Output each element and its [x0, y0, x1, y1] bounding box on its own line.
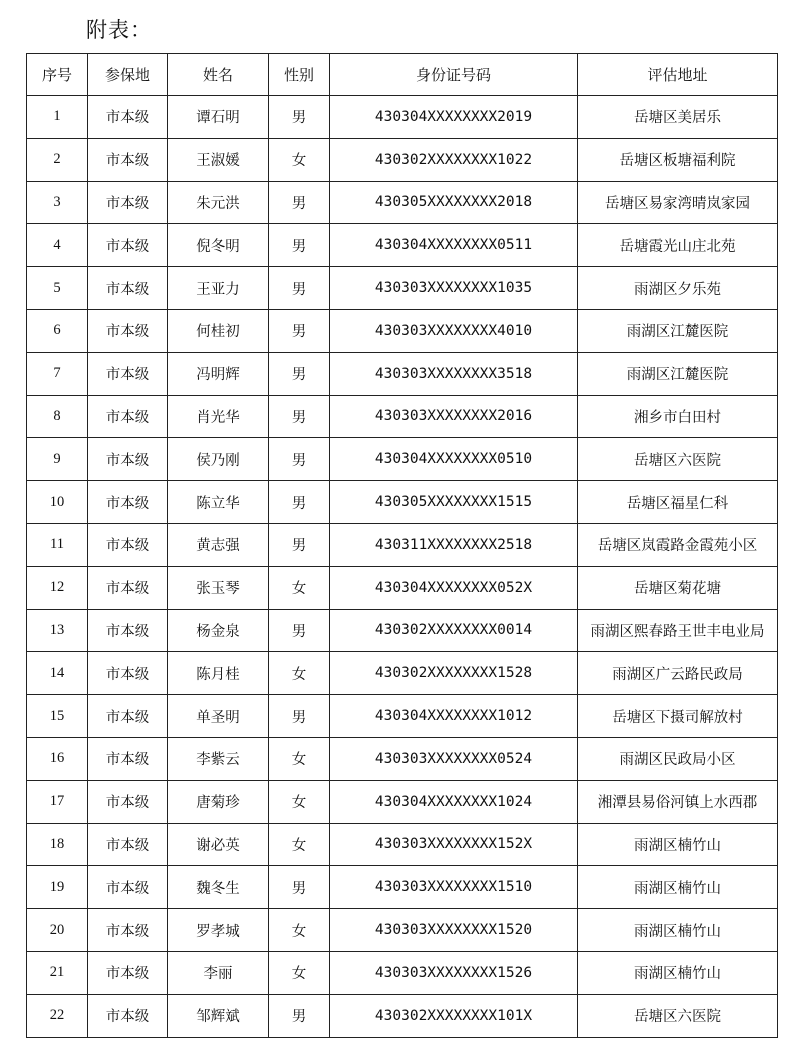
cell-gender: 女 — [269, 951, 330, 994]
cell-gender: 男 — [269, 224, 330, 267]
cell-insured-place: 市本级 — [88, 309, 168, 352]
cell-index: 17 — [27, 780, 88, 823]
table-row — [27, 352, 778, 395]
cell-gender: 男 — [269, 523, 330, 566]
cell-gender: 男 — [269, 267, 330, 310]
col-header-index: 序号 — [27, 54, 88, 96]
cell-id-number: 430304XXXXXXXX1012 — [330, 695, 578, 738]
cell-name: 何桂初 — [168, 309, 269, 352]
cell-insured-place: 市本级 — [88, 438, 168, 481]
cell-name: 谢必英 — [168, 823, 269, 866]
cell-address: 岳塘霞光山庄北苑 — [578, 224, 778, 267]
cell-name: 侯乃刚 — [168, 438, 269, 481]
cell-address: 岳塘区六医院 — [578, 994, 778, 1037]
table-row — [27, 866, 778, 909]
cell-insured-place: 市本级 — [88, 951, 168, 994]
cell-address: 岳塘区板塘福利院 — [578, 138, 778, 181]
cell-address: 岳塘区美居乐 — [578, 96, 778, 139]
cell-name: 邹辉斌 — [168, 994, 269, 1037]
cell-index: 14 — [27, 652, 88, 695]
cell-index: 15 — [27, 695, 88, 738]
cell-address: 湘乡市白田村 — [578, 395, 778, 438]
cell-id-number: 430304XXXXXXXX0510 — [330, 438, 578, 481]
cell-name: 王淑媛 — [168, 138, 269, 181]
cell-insured-place: 市本级 — [88, 823, 168, 866]
attachment-heading: 附表： — [86, 18, 152, 42]
cell-index: 19 — [27, 866, 88, 909]
table-row — [27, 994, 778, 1037]
table-row — [27, 138, 778, 181]
cell-insured-place: 市本级 — [88, 994, 168, 1037]
cell-insured-place: 市本级 — [88, 523, 168, 566]
cell-index: 11 — [27, 523, 88, 566]
cell-id-number: 430303XXXXXXXX1510 — [330, 866, 578, 909]
cell-index: 5 — [27, 267, 88, 310]
table-row — [27, 737, 778, 780]
table-row — [27, 224, 778, 267]
cell-insured-place: 市本级 — [88, 737, 168, 780]
cell-insured-place: 市本级 — [88, 395, 168, 438]
cell-id-number: 430305XXXXXXXX1515 — [330, 481, 578, 524]
cell-gender: 女 — [269, 138, 330, 181]
col-header-id-number: 身份证号码 — [330, 54, 578, 96]
table-row — [27, 181, 778, 224]
cell-index: 9 — [27, 438, 88, 481]
cell-index: 21 — [27, 951, 88, 994]
cell-name: 张玉琴 — [168, 566, 269, 609]
cell-name: 黄志强 — [168, 523, 269, 566]
cell-insured-place: 市本级 — [88, 181, 168, 224]
table-row — [27, 566, 778, 609]
cell-insured-place: 市本级 — [88, 695, 168, 738]
cell-id-number: 430304XXXXXXXX1024 — [330, 780, 578, 823]
table-row — [27, 652, 778, 695]
cell-name: 倪冬明 — [168, 224, 269, 267]
cell-gender: 男 — [269, 181, 330, 224]
cell-gender: 男 — [269, 438, 330, 481]
cell-gender: 女 — [269, 780, 330, 823]
cell-gender: 男 — [269, 352, 330, 395]
cell-address: 雨湖区熙春路王世丰电业局 — [578, 609, 778, 652]
cell-name: 魏冬生 — [168, 866, 269, 909]
cell-id-number: 430302XXXXXXXX0014 — [330, 609, 578, 652]
cell-name: 冯明辉 — [168, 352, 269, 395]
col-header-insured-place: 参保地 — [88, 54, 168, 96]
cell-gender: 男 — [269, 309, 330, 352]
table-row — [27, 951, 778, 994]
cell-name: 李紫云 — [168, 737, 269, 780]
cell-index: 16 — [27, 737, 88, 780]
cell-index: 6 — [27, 309, 88, 352]
cell-gender: 男 — [269, 866, 330, 909]
cell-insured-place: 市本级 — [88, 909, 168, 952]
cell-gender: 女 — [269, 566, 330, 609]
cell-insured-place: 市本级 — [88, 352, 168, 395]
cell-insured-place: 市本级 — [88, 267, 168, 310]
cell-insured-place: 市本级 — [88, 566, 168, 609]
table-row — [27, 309, 778, 352]
cell-address: 雨湖区江麓医院 — [578, 352, 778, 395]
col-header-address: 评估地址 — [578, 54, 778, 96]
cell-address: 雨湖区楠竹山 — [578, 951, 778, 994]
cell-name: 肖光华 — [168, 395, 269, 438]
cell-address: 湘潭县易俗河镇上水西郡 — [578, 780, 778, 823]
cell-address: 雨湖区民政局小区 — [578, 737, 778, 780]
cell-index: 4 — [27, 224, 88, 267]
cell-address: 雨湖区夕乐苑 — [578, 267, 778, 310]
cell-address: 雨湖区楠竹山 — [578, 909, 778, 952]
header-row — [27, 54, 778, 96]
cell-gender: 男 — [269, 481, 330, 524]
cell-id-number: 430302XXXXXXXX1528 — [330, 652, 578, 695]
cell-id-number: 430305XXXXXXXX2018 — [330, 181, 578, 224]
cell-address: 岳塘区下摄司解放村 — [578, 695, 778, 738]
cell-index: 7 — [27, 352, 88, 395]
cell-gender: 男 — [269, 994, 330, 1037]
table-row — [27, 823, 778, 866]
cell-index: 2 — [27, 138, 88, 181]
cell-index: 12 — [27, 566, 88, 609]
cell-index: 13 — [27, 609, 88, 652]
table-row — [27, 909, 778, 952]
cell-insured-place: 市本级 — [88, 652, 168, 695]
table-row — [27, 780, 778, 823]
cell-id-number: 430311XXXXXXXX2518 — [330, 523, 578, 566]
cell-id-number: 430303XXXXXXXX1035 — [330, 267, 578, 310]
cell-gender: 女 — [269, 737, 330, 780]
cell-id-number: 430303XXXXXXXX152X — [330, 823, 578, 866]
cell-id-number: 430303XXXXXXXX1526 — [330, 951, 578, 994]
cell-id-number: 430302XXXXXXXX1022 — [330, 138, 578, 181]
table-row — [27, 395, 778, 438]
cell-gender: 女 — [269, 652, 330, 695]
cell-gender: 男 — [269, 695, 330, 738]
cell-id-number: 430303XXXXXXXX2016 — [330, 395, 578, 438]
cell-address: 岳塘区六医院 — [578, 438, 778, 481]
cell-insured-place: 市本级 — [88, 780, 168, 823]
table-row — [27, 438, 778, 481]
table-row — [27, 695, 778, 738]
table-row — [27, 523, 778, 566]
cell-id-number: 430303XXXXXXXX0524 — [330, 737, 578, 780]
cell-index: 3 — [27, 181, 88, 224]
cell-gender: 男 — [269, 96, 330, 139]
cell-id-number: 430303XXXXXXXX1520 — [330, 909, 578, 952]
cell-insured-place: 市本级 — [88, 481, 168, 524]
cell-insured-place: 市本级 — [88, 866, 168, 909]
cell-id-number: 430303XXXXXXXX4010 — [330, 309, 578, 352]
cell-insured-place: 市本级 — [88, 96, 168, 139]
cell-name: 唐菊珍 — [168, 780, 269, 823]
cell-index: 20 — [27, 909, 88, 952]
cell-insured-place: 市本级 — [88, 609, 168, 652]
table-row — [27, 481, 778, 524]
table-row — [27, 267, 778, 310]
cell-id-number: 430302XXXXXXXX101X — [330, 994, 578, 1037]
cell-id-number: 430304XXXXXXXX0511 — [330, 224, 578, 267]
cell-gender: 女 — [269, 823, 330, 866]
cell-gender: 女 — [269, 909, 330, 952]
cell-name: 单圣明 — [168, 695, 269, 738]
cell-address: 岳塘区易家湾晴岚家园 — [578, 181, 778, 224]
cell-address: 雨湖区江麓医院 — [578, 309, 778, 352]
cell-name: 谭石明 — [168, 96, 269, 139]
cell-index: 10 — [27, 481, 88, 524]
cell-name: 陈立华 — [168, 481, 269, 524]
table-body — [27, 96, 778, 1038]
cell-address: 雨湖区楠竹山 — [578, 823, 778, 866]
cell-address: 岳塘区福星仁科 — [578, 481, 778, 524]
col-header-name: 姓名 — [168, 54, 269, 96]
table-row — [27, 609, 778, 652]
cell-id-number: 430303XXXXXXXX3518 — [330, 352, 578, 395]
cell-address: 雨湖区楠竹山 — [578, 866, 778, 909]
cell-name: 王亚力 — [168, 267, 269, 310]
col-header-gender: 性别 — [269, 54, 330, 96]
cell-id-number: 430304XXXXXXXX052X — [330, 566, 578, 609]
cell-address: 岳塘区岚霞路金霞苑小区 — [578, 523, 778, 566]
roster-table — [26, 53, 778, 1038]
cell-index: 18 — [27, 823, 88, 866]
table-row — [27, 96, 778, 139]
cell-address: 岳塘区菊花塘 — [578, 566, 778, 609]
cell-gender: 男 — [269, 395, 330, 438]
cell-name: 陈月桂 — [168, 652, 269, 695]
cell-gender: 男 — [269, 609, 330, 652]
cell-insured-place: 市本级 — [88, 138, 168, 181]
cell-index: 8 — [27, 395, 88, 438]
cell-address: 雨湖区广云路民政局 — [578, 652, 778, 695]
cell-index: 1 — [27, 96, 88, 139]
cell-name: 罗孝城 — [168, 909, 269, 952]
cell-index: 22 — [27, 994, 88, 1037]
cell-id-number: 430304XXXXXXXX2019 — [330, 96, 578, 139]
cell-insured-place: 市本级 — [88, 224, 168, 267]
cell-name: 朱元洪 — [168, 181, 269, 224]
cell-name: 杨金泉 — [168, 609, 269, 652]
cell-name: 李丽 — [168, 951, 269, 994]
